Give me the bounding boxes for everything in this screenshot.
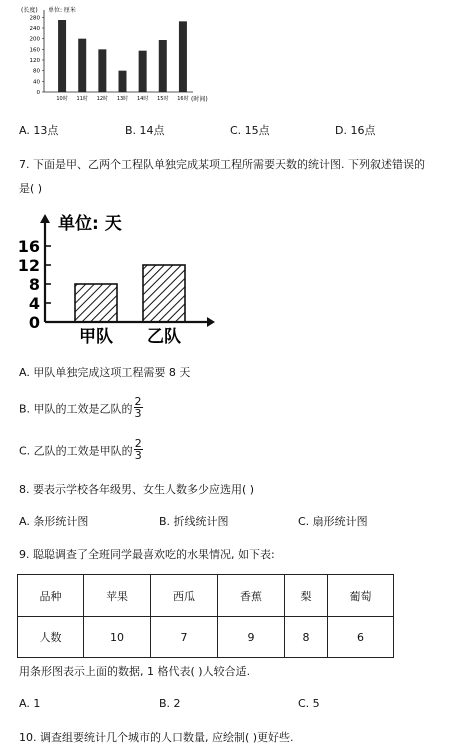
chart2-x-arrow (207, 317, 215, 327)
q8-option-c[interactable]: C. 扇形统计图 (298, 515, 368, 528)
chart1-bar (139, 51, 147, 92)
chart2-y-tick-label: 4 (28, 294, 40, 313)
q7-option-a[interactable]: A. 甲队单独完成这项工程需要 8 天 (19, 366, 191, 379)
q7-option-c[interactable] (19, 437, 143, 463)
table-row (18, 617, 394, 658)
q9-stem: 9. 聪聪调查了全班同学最喜欢吃的水果情况, 如下表: (19, 548, 275, 561)
table-cell: 西瓜 (151, 575, 218, 617)
fraction-two-thirds: $\frac{2}{3}$ (134, 395, 142, 420)
chart2-x-tick-label: 甲队 (79, 327, 113, 347)
q6-option-a[interactable]: A. 13点 (19, 124, 59, 137)
chart1-x-tick-label: 15时 (157, 96, 169, 102)
chart2-y-tick-label: 16 (18, 237, 40, 256)
chart1-bar (179, 21, 187, 92)
q9-option-b[interactable]: B. 2 (159, 697, 181, 710)
chart1-y-tick-label: 0 (36, 90, 40, 96)
table-cell: 葡萄 (328, 575, 394, 617)
fruit-table (17, 574, 394, 658)
table-cell: 9 (218, 617, 285, 658)
chart2-bar (143, 265, 185, 322)
chart1-y-tick-label: 200 (29, 36, 40, 43)
q7-option-c-text: C. 乙队的工效是甲队的 (19, 444, 133, 458)
chart1-bar (159, 40, 167, 92)
chart1-bar (98, 49, 106, 92)
q9-option-a[interactable]: A. 1 (19, 697, 41, 710)
q8-stem: 8. 要表示学校各年级男、女生人数多少应选用( ) (19, 483, 255, 496)
table-cell: 香蕉 (218, 575, 285, 617)
chart1-y-tick-label: 40 (33, 79, 40, 86)
chart1-y-tick-label: 240 (29, 26, 40, 32)
chart1-y-tick-label: 80 (33, 68, 40, 75)
chart2-y-tick-label: 0 (28, 313, 40, 332)
chart2-y-tick-label: 12 (18, 256, 40, 275)
chart1-x-tick-label: 16时 (177, 96, 189, 102)
chart2-y-tick-label: 8 (28, 275, 40, 294)
q7-option-b[interactable] (19, 395, 143, 421)
table-cell: 7 (151, 617, 218, 658)
q6-option-c[interactable]: C. 15点 (230, 124, 270, 137)
q7-stem-line1: 7. 下面是甲、乙两个工程队单独完成某项工程所需要天数的统计图. 下列叙述错误的 (19, 158, 425, 171)
chart1-bar (78, 39, 86, 92)
q8-option-b[interactable]: B. 折线统计图 (159, 515, 229, 528)
chart1-x-tick-label: 12时 (96, 96, 109, 102)
table-cell: 10 (84, 617, 151, 658)
chart-team-days (18, 207, 228, 347)
chart1-x-tick-label: 14时 (136, 96, 149, 102)
q10-stem: 10. 调查组要统计几个城市的人口数量, 应绘制( )更好些. (19, 731, 294, 744)
q8-option-a[interactable]: A. 条形统计图 (19, 515, 89, 528)
table-cell: 人数 (18, 617, 84, 658)
chart-hours (18, 0, 218, 108)
q9-option-c[interactable]: C. 5 (298, 697, 320, 710)
chart1-x-tick-label: 13时 (116, 96, 129, 102)
table-cell: 6 (328, 617, 394, 658)
chart1-x-unit: (时间) (191, 96, 208, 103)
table-cell: 苹果 (84, 575, 151, 617)
fraction-two-thirds: $\frac{2}{3}$ (134, 437, 142, 462)
chart1-y-tick-label: 120 (29, 58, 40, 64)
chart1-x-tick-label: 11时 (76, 96, 88, 102)
chart2-unit: 单位: 天 (58, 214, 122, 234)
q6-option-b[interactable]: B. 14点 (125, 124, 165, 137)
chart1-y-tick-label: 160 (29, 47, 40, 54)
q6-option-d[interactable]: D. 16点 (335, 124, 376, 137)
table-cell: 品种 (18, 575, 84, 617)
chart1-unit: 单位: 厘米 (48, 7, 76, 14)
chart1-y-tick-label: 280 (29, 15, 40, 22)
chart2-bar (75, 284, 117, 322)
q7-stem-line2: 是( ) (19, 182, 43, 195)
table-cell: 8 (285, 617, 328, 658)
chart1-bar (58, 20, 66, 92)
chart2-x-tick-label: 乙队 (147, 327, 181, 347)
chart1-bar (119, 71, 127, 92)
table-row (18, 575, 394, 617)
chart1-y-title: (长度) (21, 7, 38, 14)
q7-option-b-text: B. 甲队的工效是乙队的 (19, 402, 133, 416)
table-cell: 梨 (285, 575, 328, 617)
chart1-x-tick-label: 10时 (56, 96, 68, 102)
chart2-y-arrow (40, 214, 50, 223)
q9-after: 用条形图表示上面的数据, 1 格代表( )人较合适. (19, 665, 251, 678)
